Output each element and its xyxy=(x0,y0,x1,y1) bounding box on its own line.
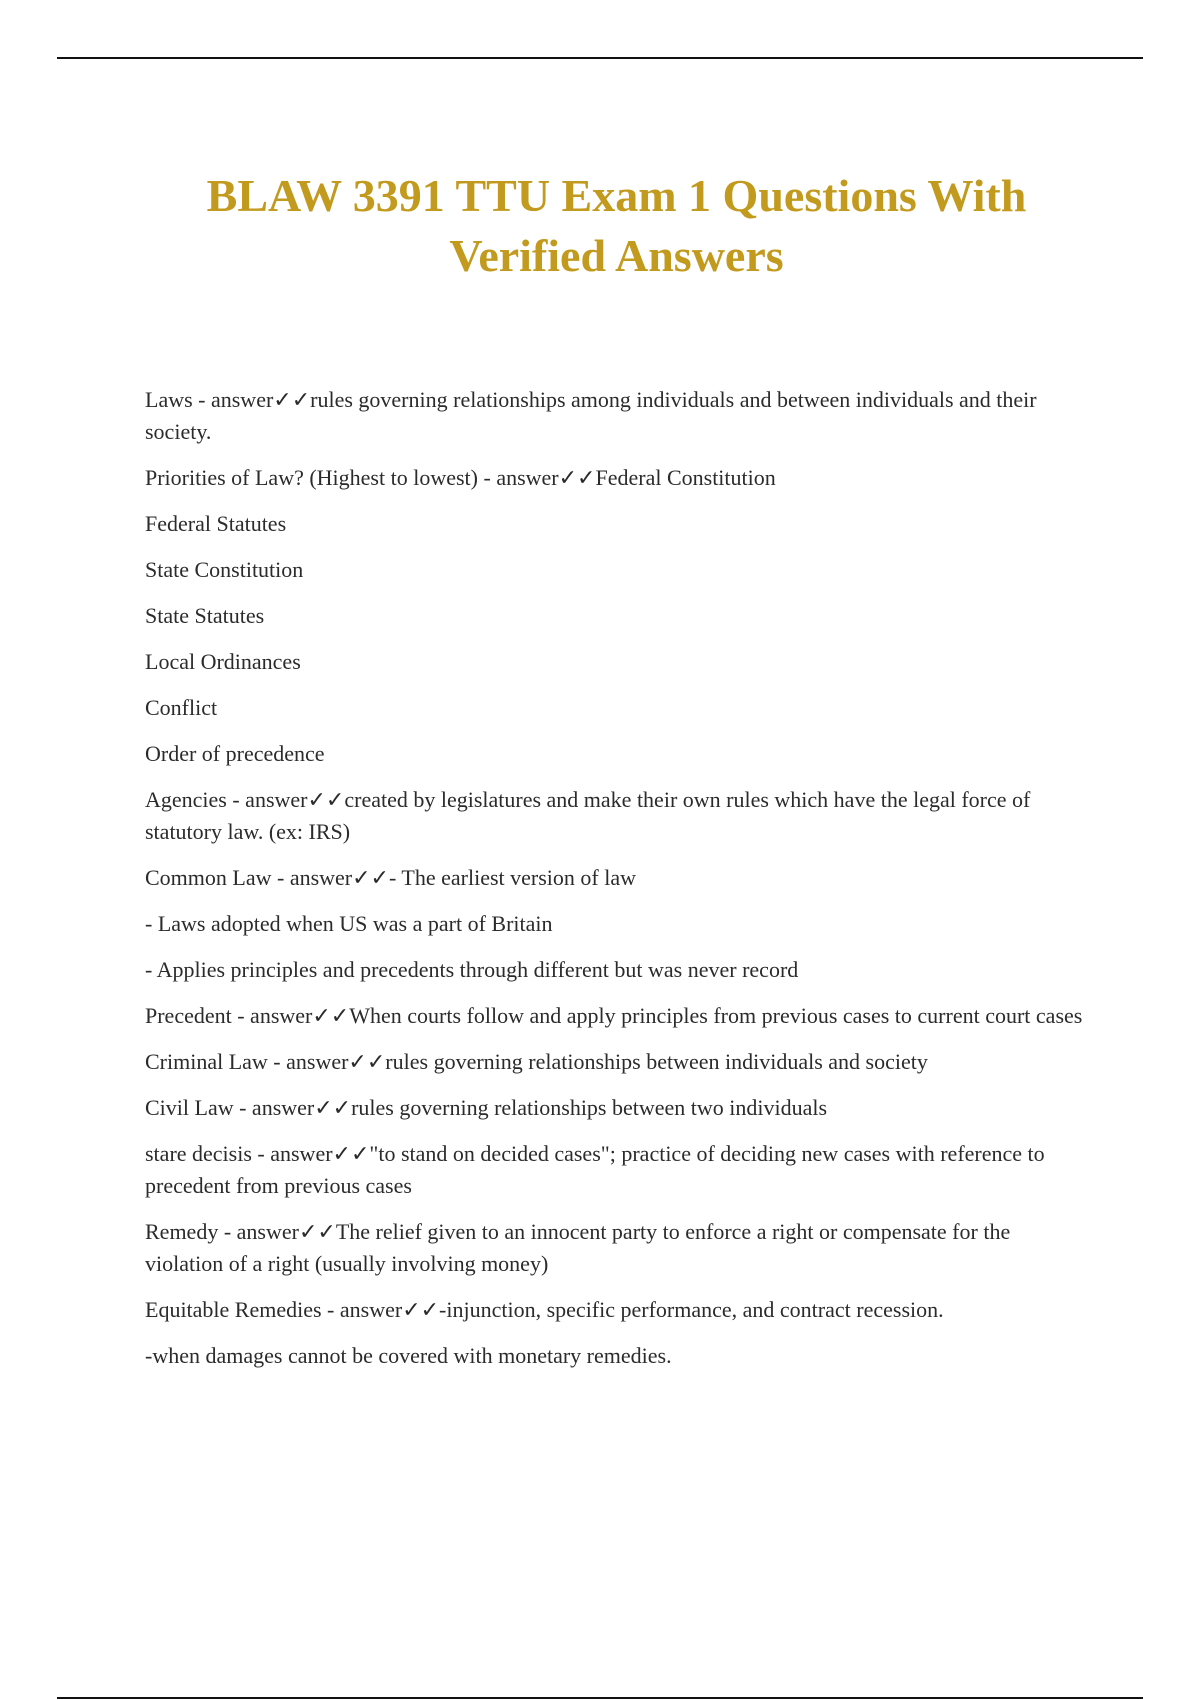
paragraph: Remedy - answer✓✓The relief given to an innocent party to enforce a right or compensate for the violation of a right (usually involving money) xyxy=(145,1219,1011,1276)
paragraph: Precedent - answer✓✓When courts follow and apply principles from previous cases to current court cases xyxy=(145,1003,1083,1028)
paragraph: - Applies principles and precedents through different but was never record xyxy=(145,957,799,982)
paragraph: Federal Statutes xyxy=(145,511,287,536)
paragraph: Equitable Remedies - answer✓✓-injunction, specific performance, and contract recession. xyxy=(145,1297,944,1322)
document-title xyxy=(120,166,1113,286)
paragraph: Order of precedence xyxy=(145,741,325,766)
paragraph: State Statutes xyxy=(145,603,265,628)
title-line-1: BLAW 3391 TTU Exam 1 Questions With xyxy=(206,170,1027,221)
paragraph: -when damages cannot be covered with monetary remedies. xyxy=(145,1343,672,1368)
paragraph: - Laws adopted when US was a part of Britain xyxy=(145,911,553,936)
paragraph: Priorities of Law? (Highest to lowest) - answer✓✓Federal Constitution xyxy=(145,465,776,490)
paragraph: Common Law - answer✓✓- The earliest version of law xyxy=(145,865,636,890)
title-line-2: Verified Answers xyxy=(449,230,784,281)
paragraph: Local Ordinances xyxy=(145,649,301,674)
paragraph: Conflict xyxy=(145,695,218,720)
top-rule xyxy=(57,57,1143,59)
paragraph: stare decisis - answer✓✓"to stand on decided cases"; practice of deciding new cases with reference to precedent from previous cases xyxy=(145,1141,1045,1198)
document-body xyxy=(145,384,1085,1386)
paragraph: Laws - answer✓✓rules governing relationships among individuals and between individuals and their society. xyxy=(145,387,1037,444)
paragraph: Civil Law - answer✓✓rules governing relationships between two individuals xyxy=(145,1095,828,1120)
paragraph: Criminal Law - answer✓✓rules governing relationships between individuals and society xyxy=(145,1049,928,1074)
paragraph: State Constitution xyxy=(145,557,304,582)
paragraph: Agencies - answer✓✓created by legislatures and make their own rules which have the legal force of statutory law. (ex: IRS) xyxy=(145,787,1031,844)
bottom-rule xyxy=(57,1697,1143,1699)
